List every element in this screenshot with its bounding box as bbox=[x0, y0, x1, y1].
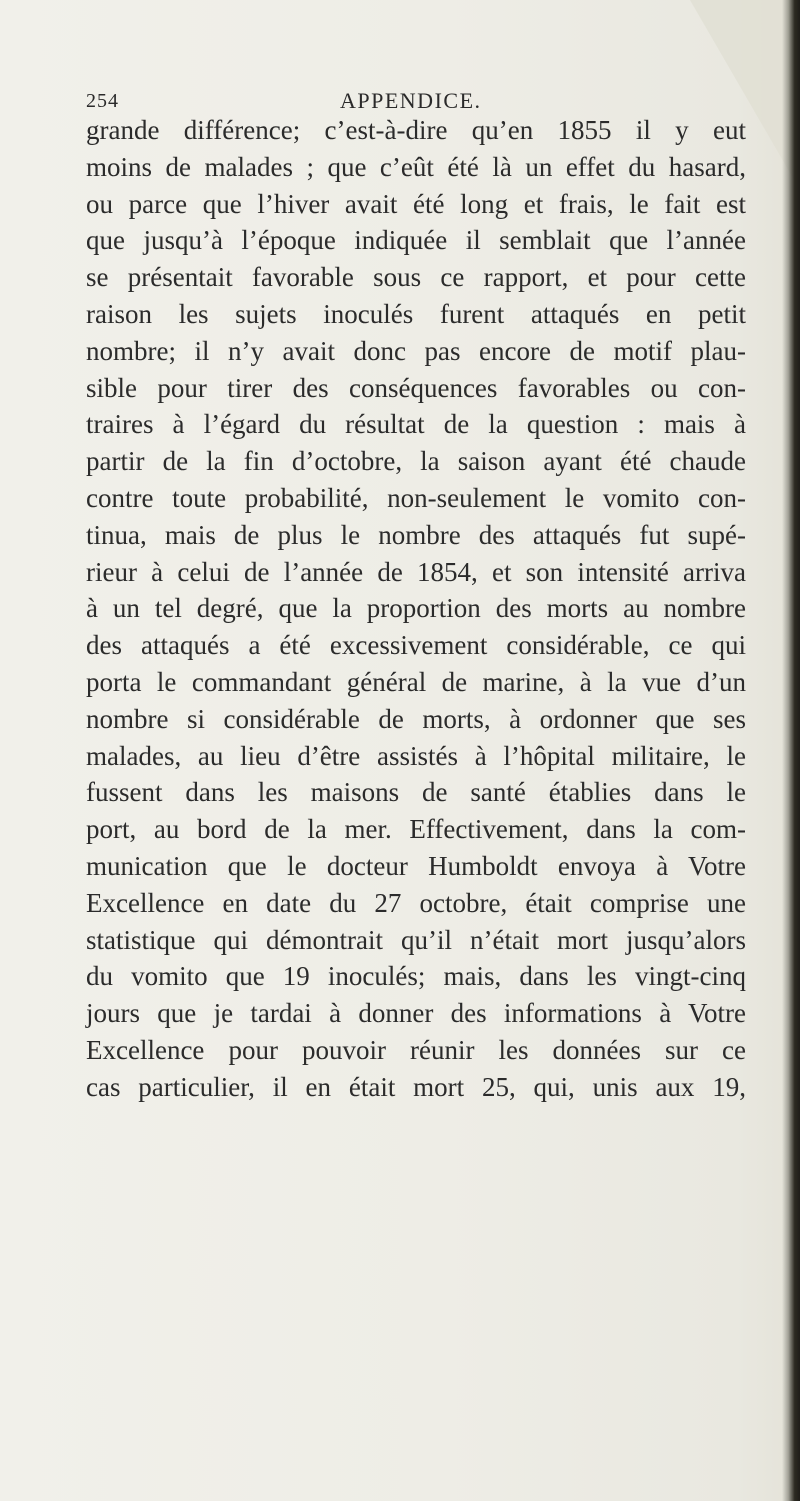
text-line: jours que je tardai à donner des informations à Votre bbox=[86, 998, 746, 1029]
text-line: malades, au lieu d’être assistés à l’hôpital militaire, le bbox=[86, 740, 746, 771]
text-line: sible pour tirer des conséquences favorables ou con- bbox=[86, 372, 746, 403]
text-line: tinua, mais de plus le nombre des attaqués fut supé- bbox=[86, 519, 746, 550]
page-number: 254 bbox=[86, 90, 119, 112]
book-binding-edge bbox=[782, 0, 800, 1501]
text-line: nombre; il n’y avait donc pas encore de motif plau- bbox=[86, 335, 746, 366]
text-line: rieur à celui de l’année de 1854, et son intensité arriva bbox=[86, 556, 746, 587]
text-line: contre toute probabilité, non-seulement le vomito con- bbox=[86, 482, 746, 513]
text-line: que jusqu’à l’époque indiquée il semblait que l’année bbox=[86, 225, 746, 256]
running-title: APPENDICE. bbox=[340, 88, 482, 113]
text-line: partir de la fin d’octobre, la saison ayant été chaude bbox=[86, 446, 746, 477]
body-paragraph bbox=[86, 112, 746, 1106]
text-line: fussent dans les maisons de santé établies dans le bbox=[86, 777, 746, 808]
text-line: Excellence en date du 27 octobre, était comprise une bbox=[86, 887, 746, 918]
text-line: raison les sujets inoculés furent attaqués en petit bbox=[86, 298, 746, 329]
text-line: du vomito que 19 inoculés; mais, dans les vingt-cinq bbox=[86, 961, 746, 992]
text-line: port, au bord de la mer. Effectivement, dans la com- bbox=[86, 814, 746, 845]
text-line: statistique qui démontrait qu’il n’était mort jusqu’alors bbox=[86, 924, 746, 955]
text-line: porta le commandant général de marine, à la vue d’un bbox=[86, 666, 746, 697]
text-line: se présentait favorable sous ce rapport, et pour cette bbox=[86, 262, 746, 293]
text-line: à un tel degré, que la proportion des morts au nombre bbox=[86, 593, 746, 624]
text-line: ou parce que l’hiver avait été long et frais, le fait est bbox=[86, 188, 746, 219]
text-line: moins de malades ; que c’eût été là un effet du hasard, bbox=[86, 151, 746, 182]
text-line: nombre si considérable de morts, à ordonner que ses bbox=[86, 703, 746, 734]
text-line: Excellence pour pouvoir réunir les données sur ce bbox=[86, 1034, 746, 1065]
text-line: munication que le docteur Humboldt envoya à Votre bbox=[86, 850, 746, 881]
text-line: cas particulier, il en était mort 25, qui, unis aux 19, bbox=[86, 1071, 746, 1102]
text-line: grande différence; c’est-à-dire qu’en 1855 il y eut bbox=[86, 115, 746, 145]
text-line: des attaqués a été excessivement considérable, ce qui bbox=[86, 630, 746, 661]
text-line: traires à l’égard du résultat de la question : mais à bbox=[86, 409, 746, 440]
